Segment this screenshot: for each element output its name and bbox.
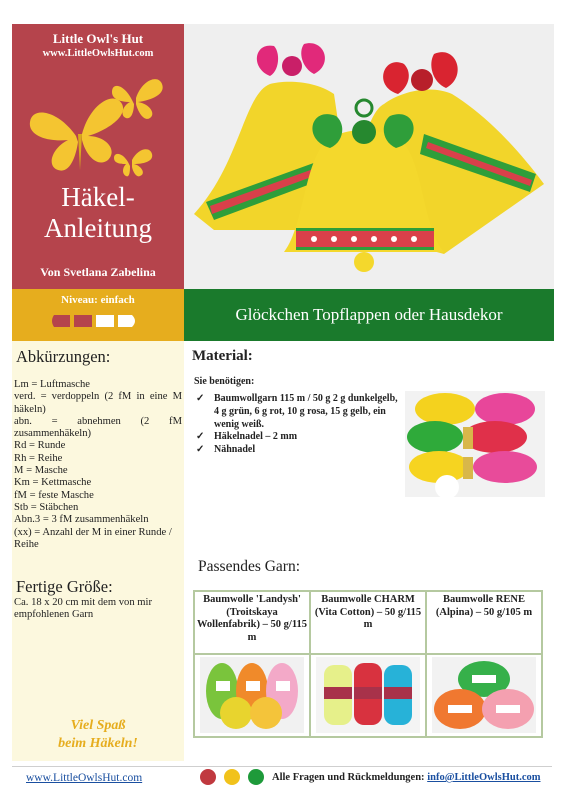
material-heading: Material: — [192, 348, 253, 364]
material-list — [196, 393, 402, 457]
size-text: Ca. 18 x 20 cm mit dem von mir empfohlenen Garn — [14, 597, 152, 621]
level-bar — [12, 289, 184, 341]
color-dots-icon — [199, 768, 265, 786]
material-intro: Sie benötigen: — [194, 376, 255, 387]
pattern-title: Glöckchen Topflappen oder Hausdekor — [235, 305, 503, 324]
yarn-photo-cell — [194, 654, 310, 737]
left-column — [12, 341, 184, 761]
email-link[interactable]: info@LittleOwlsHut.com — [427, 772, 541, 783]
list-item: ✓ Häkelnadel – 2 mm — [196, 431, 298, 443]
check-icon: ✓ — [196, 393, 205, 404]
list-item: ✓ Nähnadel — [196, 444, 256, 456]
yarn-photo — [405, 391, 545, 497]
footer-website-link[interactable]: www.LittleOwlsHut.com — [26, 772, 143, 784]
list-item: Abn.3 = 3 fM zusammenhäkeln — [14, 514, 149, 526]
cover-panel — [12, 24, 184, 289]
brand-url[interactable]: www.LittleOwlsHut.com — [42, 48, 154, 59]
yarn-photo-cell — [310, 654, 426, 737]
list-item: M = Masche — [14, 465, 68, 477]
list-item: Lm = Luftmasche — [14, 379, 90, 390]
list-item: fM = feste Masche — [14, 489, 94, 501]
yarn-photo-cell — [426, 654, 542, 737]
list-item: Km = Kettmasche — [14, 477, 92, 489]
difficulty-hooks-icon — [50, 313, 146, 329]
fun-message: Viel Spaß beim Häkeln! — [58, 718, 138, 751]
page-title: Häkel- Anleitung — [44, 182, 152, 243]
hero-bells-image — [184, 24, 554, 289]
butterflies-icon — [28, 70, 168, 190]
list-item: abn. = abnehmen (2 fM zusammenhäkeln) — [14, 415, 182, 440]
check-icon: ✓ — [196, 431, 205, 443]
footer-contact: Alle Fragen und Rückmeldungen: info@LittleOwlsHut.com — [272, 772, 541, 783]
size-heading: Fertige Größe: — [16, 577, 113, 596]
brand-name: Little Owl's Hut — [52, 31, 144, 46]
abbreviations-list — [14, 379, 182, 551]
yarn-heading: Passendes Garn: — [198, 558, 301, 575]
check-icon: ✓ — [196, 444, 205, 456]
charm-yarn-image — [316, 657, 420, 733]
yarn-name-cell: Baumwolle 'Landysh' (Troitskaya Wollenfabrik) – 50 g/115 m — [194, 591, 310, 654]
author: Von Svetlana Zabelina — [40, 265, 156, 279]
list-item: (xx) = Anzahl der M in einer Runde / Reihe — [14, 526, 172, 550]
abbreviations-heading: Abkürzungen: — [16, 347, 111, 366]
landysh-yarn-image — [200, 657, 304, 733]
list-item: Rd = Runde — [14, 440, 66, 452]
yarn-name-cell: Baumwolle RENE (Alpina) – 50 g/105 m — [426, 591, 542, 654]
footer-divider — [12, 766, 552, 767]
list-item: Rh = Reihe — [14, 452, 63, 464]
list-item: Stb = Stäbchen — [14, 501, 79, 513]
yarn-name-cell: Baumwolle CHARM (Vita Cotton) – 50 g/115 m — [310, 591, 426, 654]
list-item: ✓ Baumwollgarn 115 m / 50 g 2 g dunkelgelb, 4 g grün, 6 g rot, 10 g rosa, 15 g gelb, ein wenig weiß. — [196, 393, 398, 430]
level-label: Niveau: einfach — [61, 294, 135, 306]
rene-yarn-image — [432, 657, 536, 733]
pattern-title-banner — [184, 289, 554, 341]
list-item: verd. = verdoppeln (2 fM in eine M häkeln) — [14, 391, 182, 415]
yarn-table — [193, 590, 543, 738]
